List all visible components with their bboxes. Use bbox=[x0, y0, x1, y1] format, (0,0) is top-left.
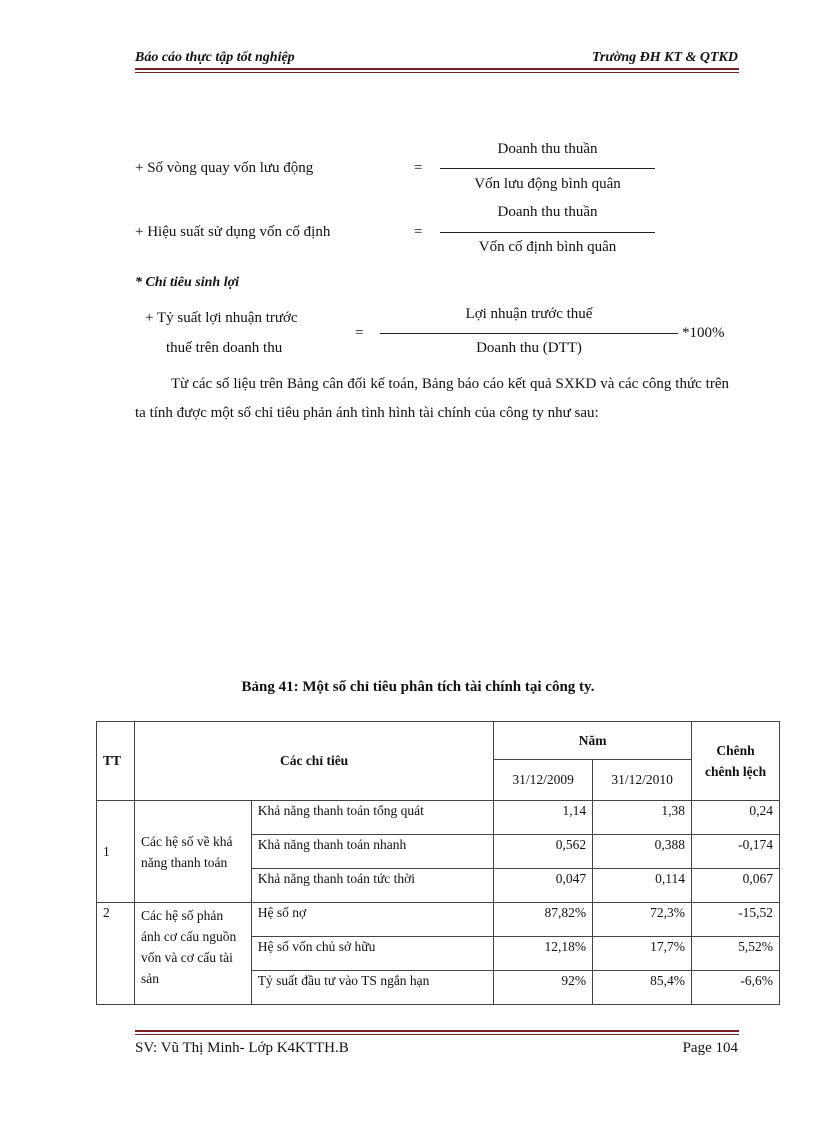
formula-2-denominator: Vốn cố định bình quân bbox=[478, 239, 617, 255]
group-1-name: Các hệ số về khả năng thanh toán bbox=[134, 801, 251, 903]
header-right: Trường ĐH KT & QTKD bbox=[591, 50, 738, 65]
row-2009: 0,562 bbox=[494, 835, 593, 869]
row-2009: 12,18% bbox=[494, 937, 593, 971]
footer-rule bbox=[135, 1030, 739, 1032]
row-2009: 87,82% bbox=[494, 903, 593, 937]
header-2009: 31/12/2009 bbox=[494, 760, 593, 801]
table-title: Bảng 41: Một số chỉ tiêu phân tích tài chính tại công ty. bbox=[241, 679, 595, 695]
row-diff: 5,52% bbox=[692, 937, 780, 971]
footer-left: SV: Vũ Thị Minh- Lớp K4KTTH.B bbox=[135, 1040, 349, 1056]
formula-1-label: + Số vòng quay vốn lưu động bbox=[135, 160, 314, 176]
profit-heading: * Chỉ tiêu sinh lợi bbox=[135, 275, 239, 290]
table-row bbox=[97, 801, 780, 835]
footer-rule-thin bbox=[135, 1034, 739, 1035]
header-rule-thin bbox=[135, 72, 739, 73]
row-2009: 1,14 bbox=[494, 801, 593, 835]
body-paragraph: Từ các số liệu trên Bảng cân đối kế toán, Bảng báo cáo kết quả SXKD và các công thức trên ta tính được một số chỉ tiêu phản ánh tình hình tài chính của công ty như sau: bbox=[135, 376, 729, 421]
header-difference: Chênh chênh lệch bbox=[692, 722, 780, 801]
header-year: Năm bbox=[494, 722, 692, 760]
formula-1-fraction-line bbox=[440, 168, 655, 169]
profit-equals: = bbox=[355, 325, 364, 341]
row-diff: -0,174 bbox=[692, 835, 780, 869]
profit-multiplier: *100% bbox=[682, 325, 725, 341]
header-tt: TT bbox=[97, 722, 135, 801]
row-diff: -15,52 bbox=[692, 903, 780, 937]
group-2-name: Các hệ số phản ánh cơ cấu nguồn vốn và cơ cấu tài sản bbox=[134, 903, 251, 1005]
header-left: Báo cáo thực tập tốt nghiệp bbox=[135, 50, 295, 65]
formula-2-equals: = bbox=[414, 224, 423, 240]
formula-2-label: + Hiệu suất sử dụng vốn cố định bbox=[135, 224, 331, 240]
row-2010: 85,4% bbox=[593, 971, 692, 1005]
table-row bbox=[97, 903, 780, 937]
profit-label-line1: + Tỷ suất lợi nhuận trước bbox=[145, 310, 298, 326]
group-2-tt: 2 bbox=[97, 903, 135, 1005]
row-label: Hệ số vốn chủ sở hữu bbox=[251, 937, 493, 971]
profit-denominator: Doanh thu (DTT) bbox=[476, 340, 582, 356]
formula-1-equals: = bbox=[414, 160, 423, 176]
row-label: Khả năng thanh toán nhanh bbox=[251, 835, 493, 869]
row-label: Khả năng thanh toán tổng quát bbox=[251, 801, 493, 835]
row-diff: 0,24 bbox=[692, 801, 780, 835]
row-2010: 1,38 bbox=[593, 801, 692, 835]
profit-label-line2: thuế trên doanh thu bbox=[166, 340, 283, 356]
row-2010: 0,114 bbox=[593, 869, 692, 903]
row-2010: 0,388 bbox=[593, 835, 692, 869]
row-diff: 0,067 bbox=[692, 869, 780, 903]
header-2010: 31/12/2010 bbox=[593, 760, 692, 801]
formula-2-fraction-line bbox=[440, 232, 655, 233]
profit-fraction-line bbox=[380, 333, 678, 334]
header-rule bbox=[135, 68, 739, 70]
row-2010: 72,3% bbox=[593, 903, 692, 937]
financial-indicators-table bbox=[96, 721, 780, 1005]
row-label: Hệ số nợ bbox=[251, 903, 493, 937]
profit-numerator: Lợi nhuận trước thuế bbox=[465, 306, 593, 322]
row-2010: 17,7% bbox=[593, 937, 692, 971]
row-2009: 0,047 bbox=[494, 869, 593, 903]
footer-page-number: Page 104 bbox=[682, 1040, 738, 1056]
formula-1-numerator: Doanh thu thuần bbox=[497, 141, 598, 157]
row-2009: 92% bbox=[494, 971, 593, 1005]
row-diff: -6,6% bbox=[692, 971, 780, 1005]
formula-1-denominator: Vốn lưu động bình quân bbox=[474, 176, 621, 192]
header-indicators: Các chỉ tiêu bbox=[134, 722, 493, 801]
row-label: Tỷ suất đầu tư vào TS ngắn hạn bbox=[251, 971, 493, 1005]
group-1-tt: 1 bbox=[97, 801, 135, 903]
formula-2-numerator: Doanh thu thuần bbox=[497, 204, 598, 220]
row-label: Khả năng thanh toán tức thời bbox=[251, 869, 493, 903]
